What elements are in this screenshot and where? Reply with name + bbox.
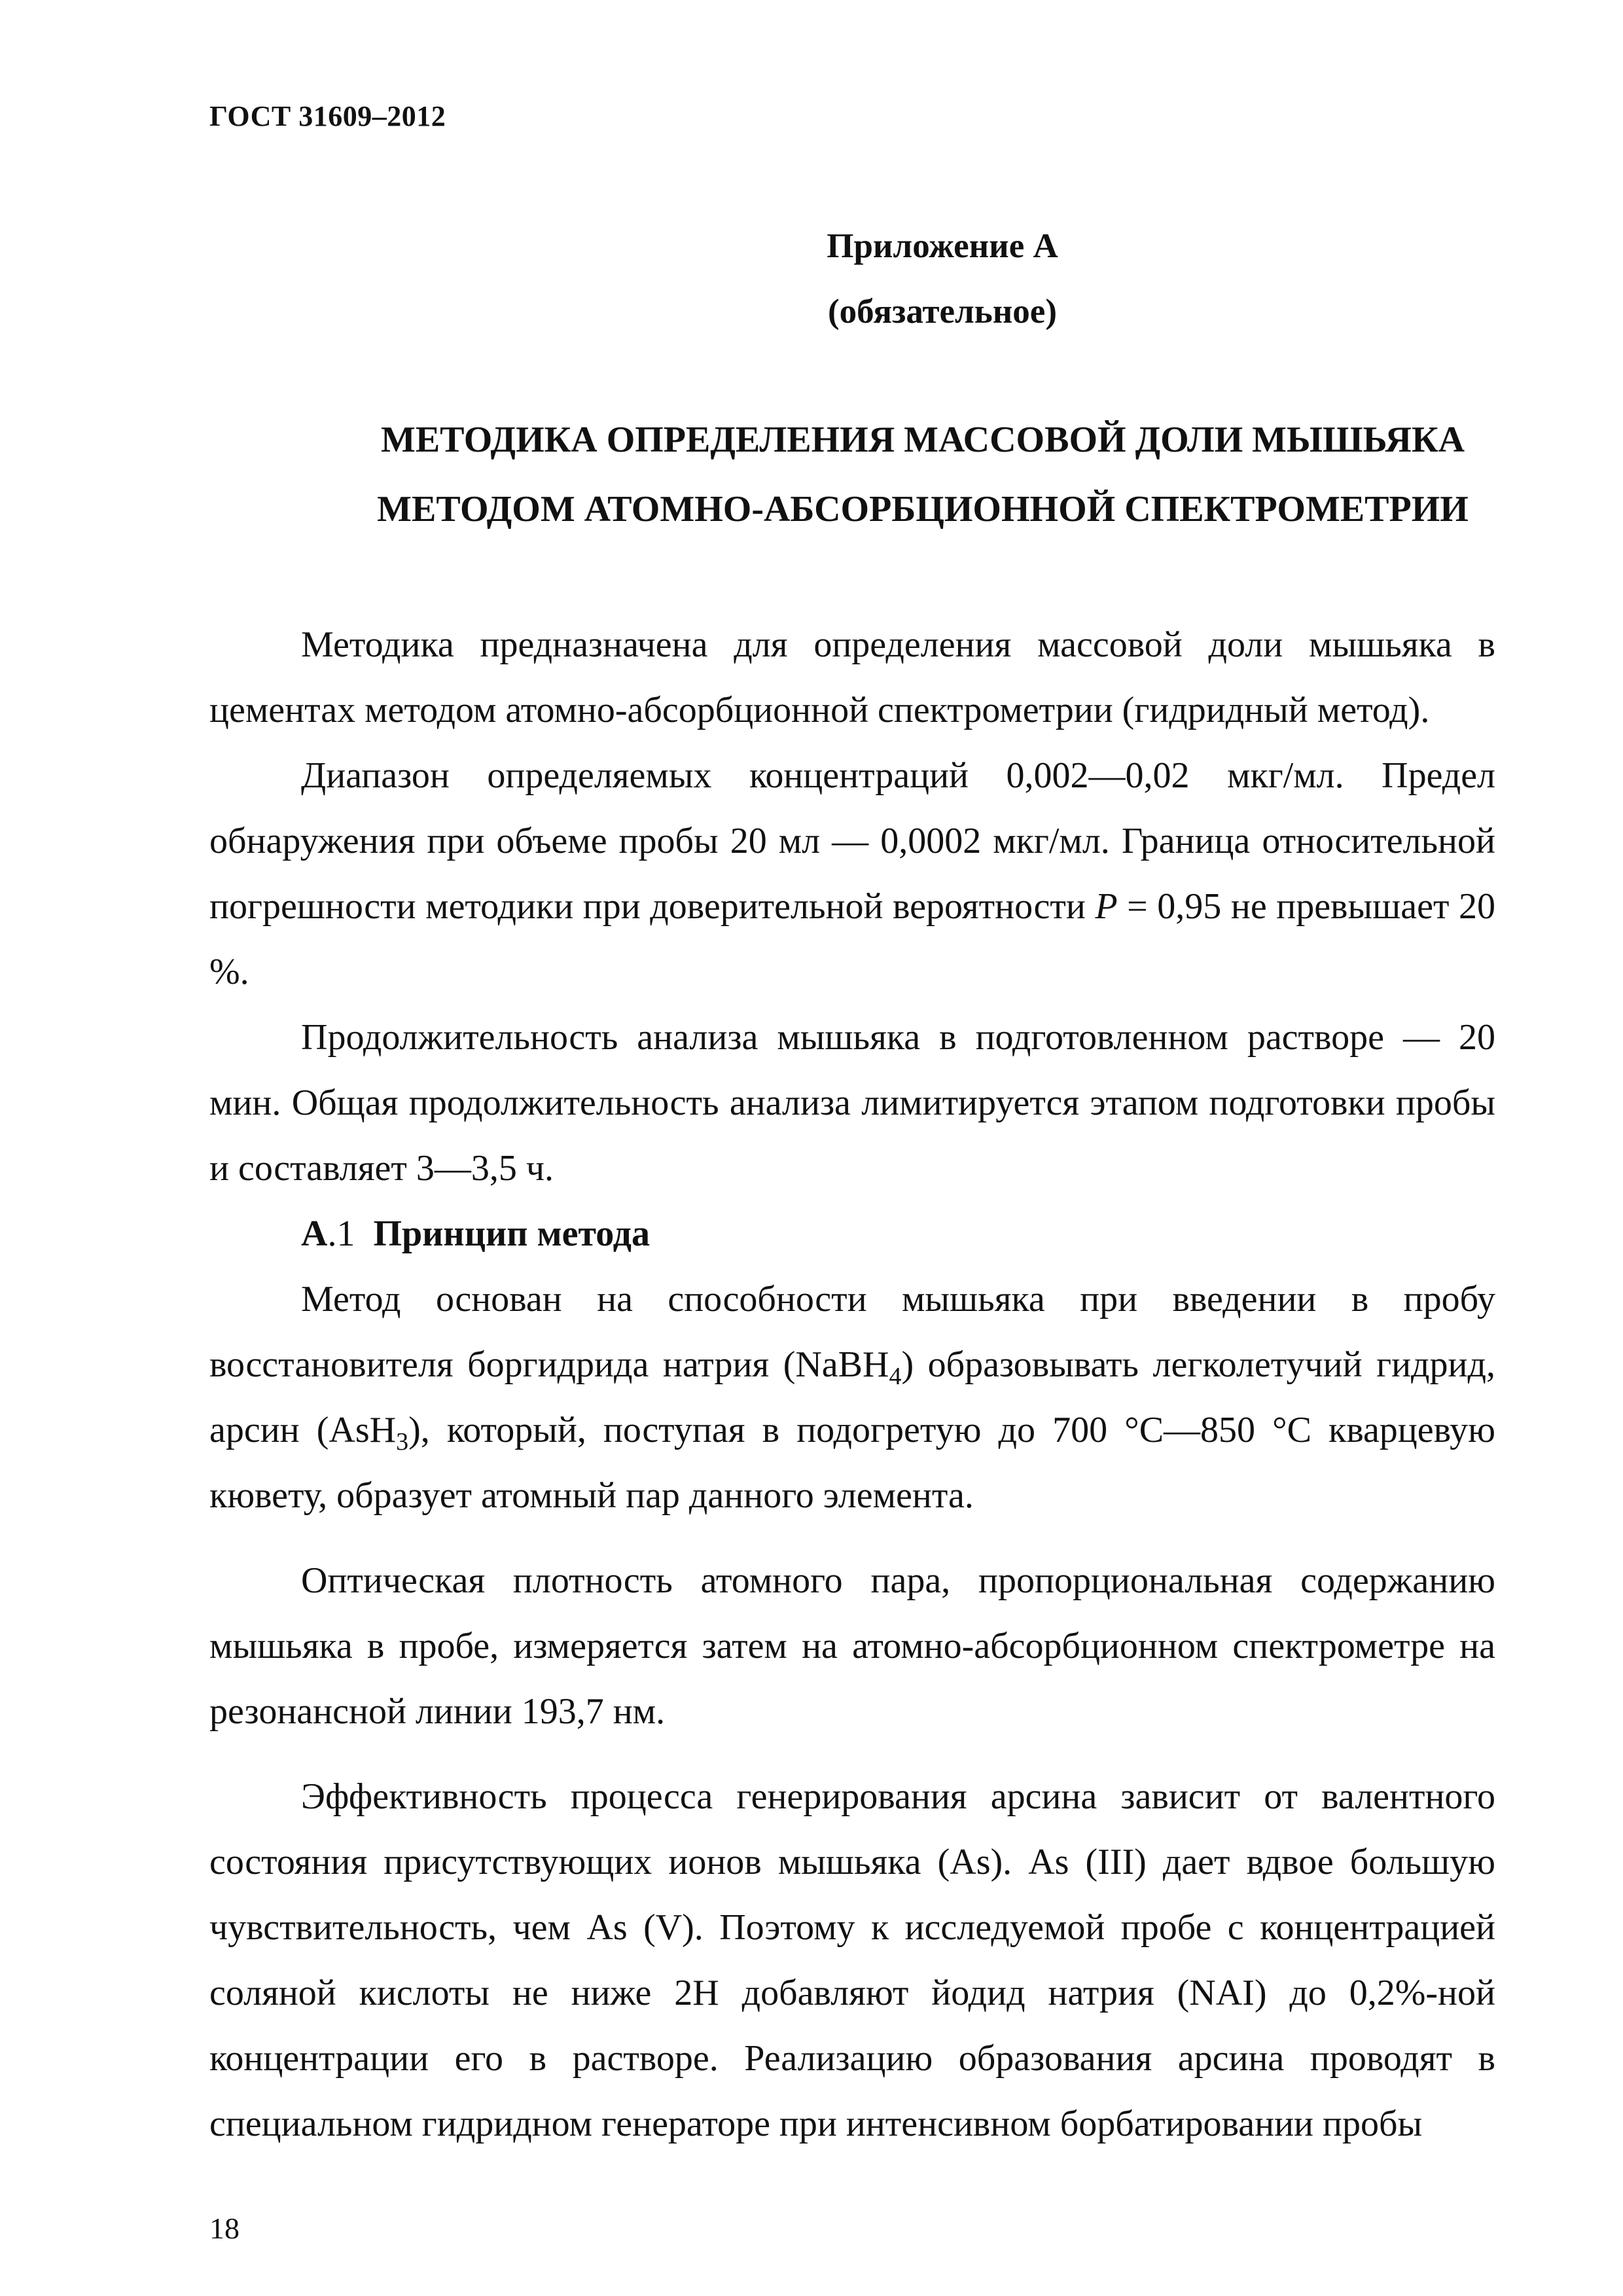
section-number: .1 xyxy=(327,1213,355,1254)
principle-text-1: Метод основан на способности мышьяка при введении в пробу восстановителя боргидрида натрия (NaBH xyxy=(209,1279,1495,1385)
main-title-line-2: МЕТОДОМ АТОМНО-АБСОРБЦИОННОЙ СПЕКТРОМЕТРИИ xyxy=(377,489,1469,529)
subscript-3: 3 xyxy=(396,1428,409,1456)
section-title: Принцип метода xyxy=(373,1213,650,1254)
principle-text-2: ) образовывать легколетучий гидрид, арсин (AsH xyxy=(209,1344,1495,1450)
principle-text-3: ), который, поступая в подогретую до 700 °С—850 °С кварцевую кювету, образует атомный пар данного элемента. xyxy=(209,1410,1495,1516)
paragraph-range-text-2: = 0,95 не превышает 20 %. xyxy=(209,886,1495,992)
page-number: 18 xyxy=(209,2212,240,2245)
document-code-header: ГОСТ 31609–2012 xyxy=(209,100,446,132)
paragraph-arsine-efficiency: Эффективность процесса генерирования арсина зависит от валентного состояния присутствующих ионов мышьяка (As). As (III) дает вдвое большую чувствительность, чем As (V). Поэтому к исследуемой пробе с концентрацией соляной кислоты не ниже 2Н добавляют йодид натрия (NAI) до 0,2%-ной концентрации его в растворе. Реализацию образования арсина проводят в специальном гидридном генераторе при интенсивном борбатировании пробы xyxy=(209,1776,1495,2144)
appendix-title: Приложение А xyxy=(827,227,1058,265)
probability-variable: P xyxy=(1095,886,1118,927)
paragraph-range xyxy=(209,743,1495,1005)
paragraph-range-text-1: Диапазон определяемых концентраций 0,002—0,02 мкг/мл. Предел обнаружения при объеме пробы 20 мл — 0,0002 мкг/мл. Граница относительной погрешности методики при доверительной вероятности xyxy=(209,755,1495,927)
section-heading xyxy=(209,1201,1495,1266)
paragraph-principle xyxy=(209,1266,1495,1528)
paragraph-optical-density: Оптическая плотность атомного пара, пропорциональная содержанию мышьяка в пробе, измеряется затем на атомно-абсорбционном спектрометре на резонансной линии 193,7 нм. xyxy=(209,1560,1495,1732)
appendix-status: (обязательное) xyxy=(828,293,1057,331)
subscript-4: 4 xyxy=(889,1363,902,1391)
section-letter: А xyxy=(301,1213,328,1254)
body-text xyxy=(209,612,1495,2157)
paragraph-purpose: Методика предназначена для определения массовой доли мышьяка в цементах методом атомно-абсорбционной спектрометрии (гидридный метод). xyxy=(209,624,1495,730)
paragraph-duration: Продолжительность анализа мышьяка в подготовленном растворе — 20 мин. Общая продолжительность анализа лимитируется этапом подготовки пробы и составляет 3—3,5 ч. xyxy=(209,1017,1495,1189)
main-title-line-1: МЕТОДИКА ОПРЕДЕЛЕНИЯ МАССОВОЙ ДОЛИ МЫШЬЯКА xyxy=(380,420,1465,460)
